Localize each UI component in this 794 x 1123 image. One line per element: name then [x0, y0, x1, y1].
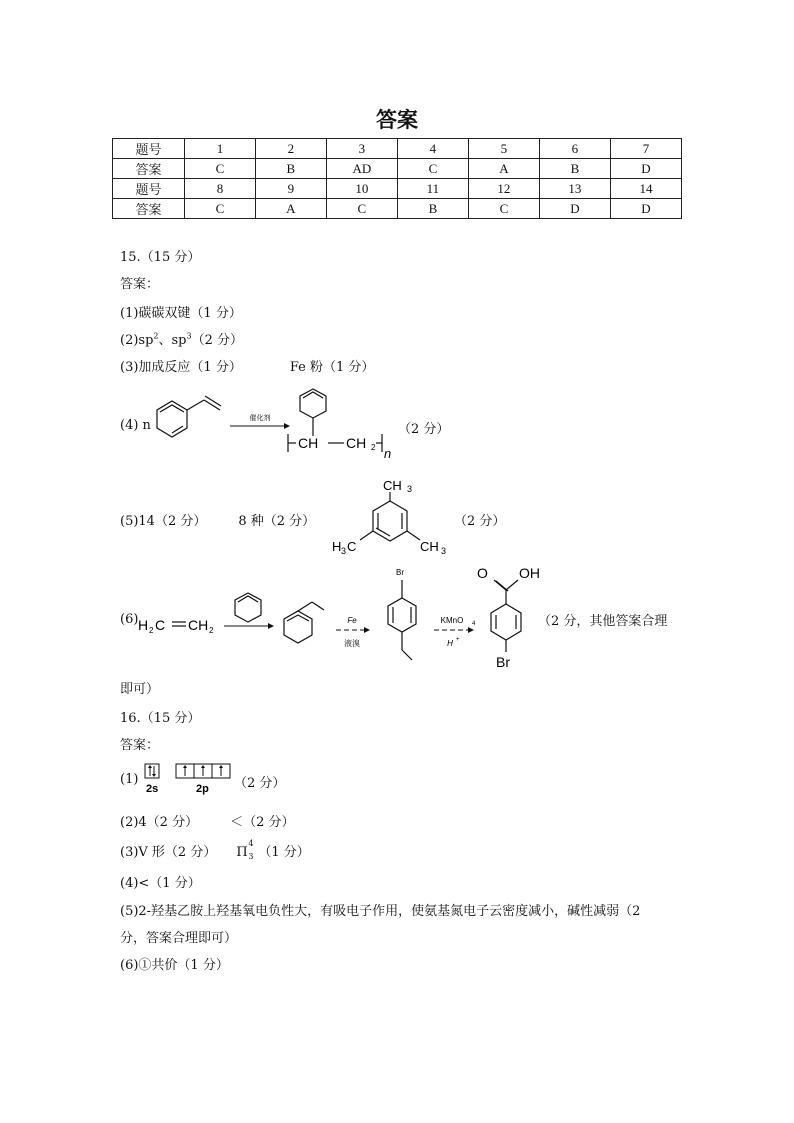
q15-answer-label: 答案：	[120, 277, 160, 292]
table-cell: B	[255, 159, 326, 179]
kmno4-arrow	[434, 616, 476, 648]
table-cell: C	[326, 199, 397, 219]
table-row	[113, 159, 682, 179]
polymer-ch2-sub: 2	[371, 443, 376, 452]
q15-part6-tail: 即可）	[120, 682, 160, 697]
catalyst-arrow	[230, 413, 290, 429]
table-cell: 7	[610, 139, 681, 159]
ethylene	[138, 617, 214, 635]
ch3-top: CH	[383, 478, 402, 493]
polymer-n: n	[384, 446, 392, 461]
svg-text:3: 3	[341, 546, 347, 556]
bromoethylbenzene	[388, 580, 416, 660]
table-cell: 5	[468, 139, 539, 159]
table-cell: A	[468, 159, 539, 179]
q15-part1: (1)碳碳双键（1 分）	[120, 306, 242, 321]
q15-part3: (3)加成反应（1 分） Fe 粉（1 分）	[120, 360, 375, 375]
q15-part5-score: （2 分）	[454, 514, 506, 529]
table-cell: D	[610, 199, 681, 219]
table-cell: 题号	[113, 179, 185, 199]
table-cell: B	[397, 199, 468, 219]
table-cell: A	[255, 199, 326, 219]
table-cell: D	[610, 159, 681, 179]
bromobenzoic-acid	[491, 580, 521, 652]
q16-part4: (4)<（1 分）	[120, 876, 201, 891]
svg-text:Fe: Fe	[347, 616, 357, 625]
table-cell: 3	[326, 139, 397, 159]
synthesis-route	[136, 560, 540, 678]
polymer-ch2: CH	[346, 435, 367, 451]
svg-text:C: C	[347, 539, 357, 554]
table-cell: D	[539, 199, 610, 219]
svg-text:3: 3	[407, 484, 413, 494]
table-cell: 11	[397, 179, 468, 199]
table-cell: 10	[326, 179, 397, 199]
table-cell: 12	[468, 179, 539, 199]
table-row	[113, 179, 682, 199]
svg-text:H: H	[447, 639, 453, 648]
svg-text:4: 4	[472, 621, 476, 627]
table-cell: B	[539, 159, 610, 179]
svg-text:2: 2	[209, 626, 214, 635]
svg-text:C: C	[155, 617, 166, 633]
answer-table	[112, 138, 682, 219]
table-cell: 题号	[113, 139, 185, 159]
svg-text:液溴: 液溴	[344, 639, 360, 648]
fe-arrow	[336, 616, 370, 648]
table-cell: 答案	[113, 159, 185, 179]
ch3-left: H	[332, 539, 342, 554]
table-cell: AD	[326, 159, 397, 179]
svg-text:3: 3	[441, 546, 447, 556]
svg-text:CH: CH	[188, 617, 209, 633]
svg-text:+: +	[456, 637, 460, 643]
table-cell: C	[184, 159, 255, 179]
table-cell: C	[184, 199, 255, 219]
page-title: 答案	[376, 108, 418, 132]
q15-part2: $(2)sp^2$、$sp^3(2$ 分）	[120, 331, 244, 348]
q16-part2: (2)4（2 分） ＜（2 分）	[120, 815, 295, 830]
table-cell: 4	[397, 139, 468, 159]
orbital-2s: 2s	[146, 783, 159, 795]
benzene-reagent	[235, 593, 261, 622]
orbital-2p: 2p	[196, 783, 209, 795]
mesitylene-structure	[328, 476, 452, 558]
br-bottom: Br	[496, 654, 510, 670]
catalyst-label: 催化剂	[249, 415, 271, 422]
svg-text:KMnO: KMnO	[440, 616, 464, 625]
br-top: Br	[396, 568, 404, 577]
orbital-diagram	[140, 762, 236, 798]
q15-header: 15.（15 分）	[120, 250, 201, 265]
q16-part3: (3)V 形（2 分） Π 4 3 （1 分）	[120, 839, 310, 861]
table-cell: 1	[184, 139, 255, 159]
q15-part4-score: （2 分）	[398, 422, 450, 437]
q16-part6: (6)①共价（1 分）	[120, 958, 229, 973]
table-cell: 14	[610, 179, 681, 199]
q15-part6-label: (6)	[120, 612, 139, 627]
polymer-ch: CH	[298, 435, 319, 451]
table-cell: 答案	[113, 199, 185, 219]
table-cell: C	[397, 159, 468, 179]
q15-part4-label: (4) n	[120, 418, 151, 433]
table-row	[113, 139, 682, 159]
svg-text:H: H	[138, 617, 149, 633]
svg-text:2: 2	[149, 626, 154, 635]
ethylbenzene	[284, 602, 324, 643]
table-cell: 8	[184, 179, 255, 199]
q16-part1-label: (1)	[120, 772, 139, 787]
table-cell: 13	[539, 179, 610, 199]
q16-header: 16.（15 分）	[120, 711, 201, 726]
ch3-right: CH	[420, 539, 439, 554]
q16-answer-label: 答案：	[120, 738, 160, 753]
svg-text:OH: OH	[519, 565, 540, 581]
q16-part5-line2: 分，答案合理即可）	[120, 931, 238, 946]
table-cell: 2	[255, 139, 326, 159]
q16-part1-score: （2 分）	[234, 776, 286, 791]
table-cell: C	[468, 199, 539, 219]
styrene-structure	[157, 396, 221, 437]
svg-text:O: O	[477, 565, 488, 581]
table-row	[113, 199, 682, 219]
q15-part5: (5)14（2 分） 8 种（2 分）	[120, 514, 316, 529]
table-cell: 6	[539, 139, 610, 159]
q15-part6-score: （2 分，其他答案合理	[538, 614, 668, 629]
table-cell: 9	[255, 179, 326, 199]
q16-part5-line1: (5)2-羟基乙胺上羟基氧电负性大，有吸电子作用，使氨基氮电子云密度减小，碱性减弱（2	[120, 904, 641, 919]
